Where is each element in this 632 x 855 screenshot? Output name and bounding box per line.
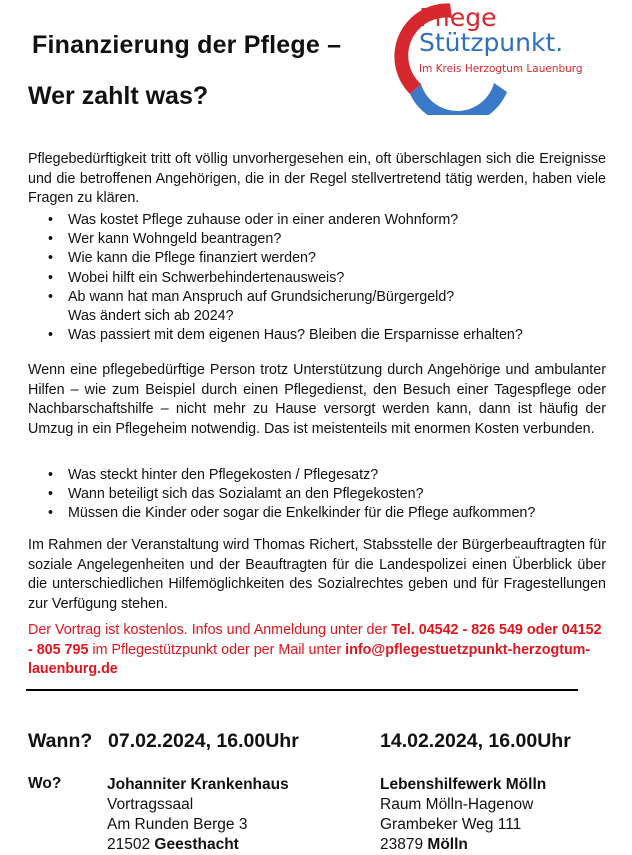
venue-city: Geesthacht: [154, 836, 239, 853]
contact-text-2: im Pflegestützpunkt oder per Mail unter: [88, 641, 346, 658]
venue-zip: 23879: [380, 836, 424, 853]
venue-street: Am Runden Berge 3: [107, 816, 248, 833]
list-item: [48, 288, 523, 326]
event-date-1: 07.02.2024, 16.00Uhr: [108, 730, 299, 752]
page-title-line1: Finanzierung der Pflege –: [32, 31, 342, 59]
list-item: • Wie kann die Pflege finanziert werden?: [48, 249, 523, 268]
venue-city: Mölln: [427, 836, 468, 853]
paragraph-speaker: Im Rahmen der Veranstaltung wird Thomas Richert, Stabsstelle der Bürgerbeauftragten für soziale Angelegenheiten und der Beauftragten für die Landespolizei einen Überblick über die unterschiedlichen Hilfemöglichkeiten des Sozialrechtes geben und für Fragestellungen zur Verfügung stehen.: [28, 537, 606, 612]
where-label: Wo?: [28, 775, 62, 792]
list-item-line2: Was ändert sich ab 2024?: [68, 308, 234, 325]
contact-paragraph: [28, 621, 606, 680]
venue-street: Grambeker Weg 111: [380, 816, 522, 833]
contact-text-1: Der Vortrag ist kostenlos. Infos und Anmeldung unter der: [28, 622, 392, 638]
venue-name: Johanniter Krankenhaus: [107, 776, 289, 793]
list-item: • Wann beteiligt sich das Sozialamt an den Pflegekosten?: [48, 485, 535, 504]
list-item: • Wobei hilft ein Schwerbehindertenausweis?: [48, 269, 523, 288]
venue-room: Vortragssaal: [107, 796, 194, 813]
intro-paragraph: Pflegebedürftigkeit tritt oft völlig unvorhergesehen ein, oft überschlagen sich die Ereignisse und die betroffenen Angehörigen, die in der Regel stellvertretend tätig werden, haben viele Fragen zu klären.: [28, 151, 606, 206]
venue-address-2: [380, 775, 546, 855]
paragraph-care-home: Wenn eine pflegebedürftige Person trotz Unterstützung durch Angehörige und ambulanter Hilfen – wie zum Beispiel durch einen Pflegedienst, den Besuch einer Tagespflege oder Nachbarschaftshilfe – nicht mehr zu Hause versorgt werden kann, dann ist häufig der Umzug in ein Pflegeheim notwendig. Das ist meistenteils mit enormen Kosten verbunden.: [28, 362, 606, 437]
list-item: • Was kostet Pflege zuhause oder in einer anderen Wohnform?: [48, 211, 523, 230]
list-item: • Was passiert mit dem eigenen Haus? Bleiben die Ersparnisse erhalten?: [48, 326, 523, 345]
logo-text-pflege: Pflege: [419, 3, 497, 32]
list-item-line1: Ab wann hat man Anspruch auf Grundsicherung/Bürgergeld?: [68, 288, 455, 305]
logo-text-stuetzpunkt: Stützpunkt.: [419, 28, 564, 57]
venue-name: Lebenshilfewerk Mölln: [380, 776, 547, 793]
event-date-2: 14.02.2024, 16.00Uhr: [380, 730, 571, 752]
contact-email-link[interactable]: info@pflegestuetzpunkt-herzogtum-lauenburg.de: [28, 641, 591, 677]
divider: [26, 689, 578, 691]
question-list-2: [48, 466, 535, 524]
venue-zip: 21502: [107, 836, 151, 853]
logo-text-region: Im Kreis Herzogtum Lauenburg: [419, 63, 583, 75]
venue-room: Raum Mölln-Hagenow: [380, 796, 534, 813]
list-item: • Müssen die Kinder oder sogar die Enkelkinder für die Pflege aufkommen?: [48, 504, 535, 523]
when-label: Wann?: [28, 730, 93, 752]
venue-address-1: [107, 775, 289, 855]
logo-arc-blue: [410, 83, 507, 115]
list-item: • Was steckt hinter den Pflegekosten / Pflegesatz?: [48, 466, 535, 485]
contact-phone[interactable]: Tel. 04542 - 826 549 oder 04152 - 805 795: [28, 622, 602, 658]
list-item: • Wer kann Wohngeld beantragen?: [48, 230, 523, 249]
question-list-1: [48, 211, 523, 345]
page-title-line2: Wer zahlt was?: [28, 82, 209, 110]
